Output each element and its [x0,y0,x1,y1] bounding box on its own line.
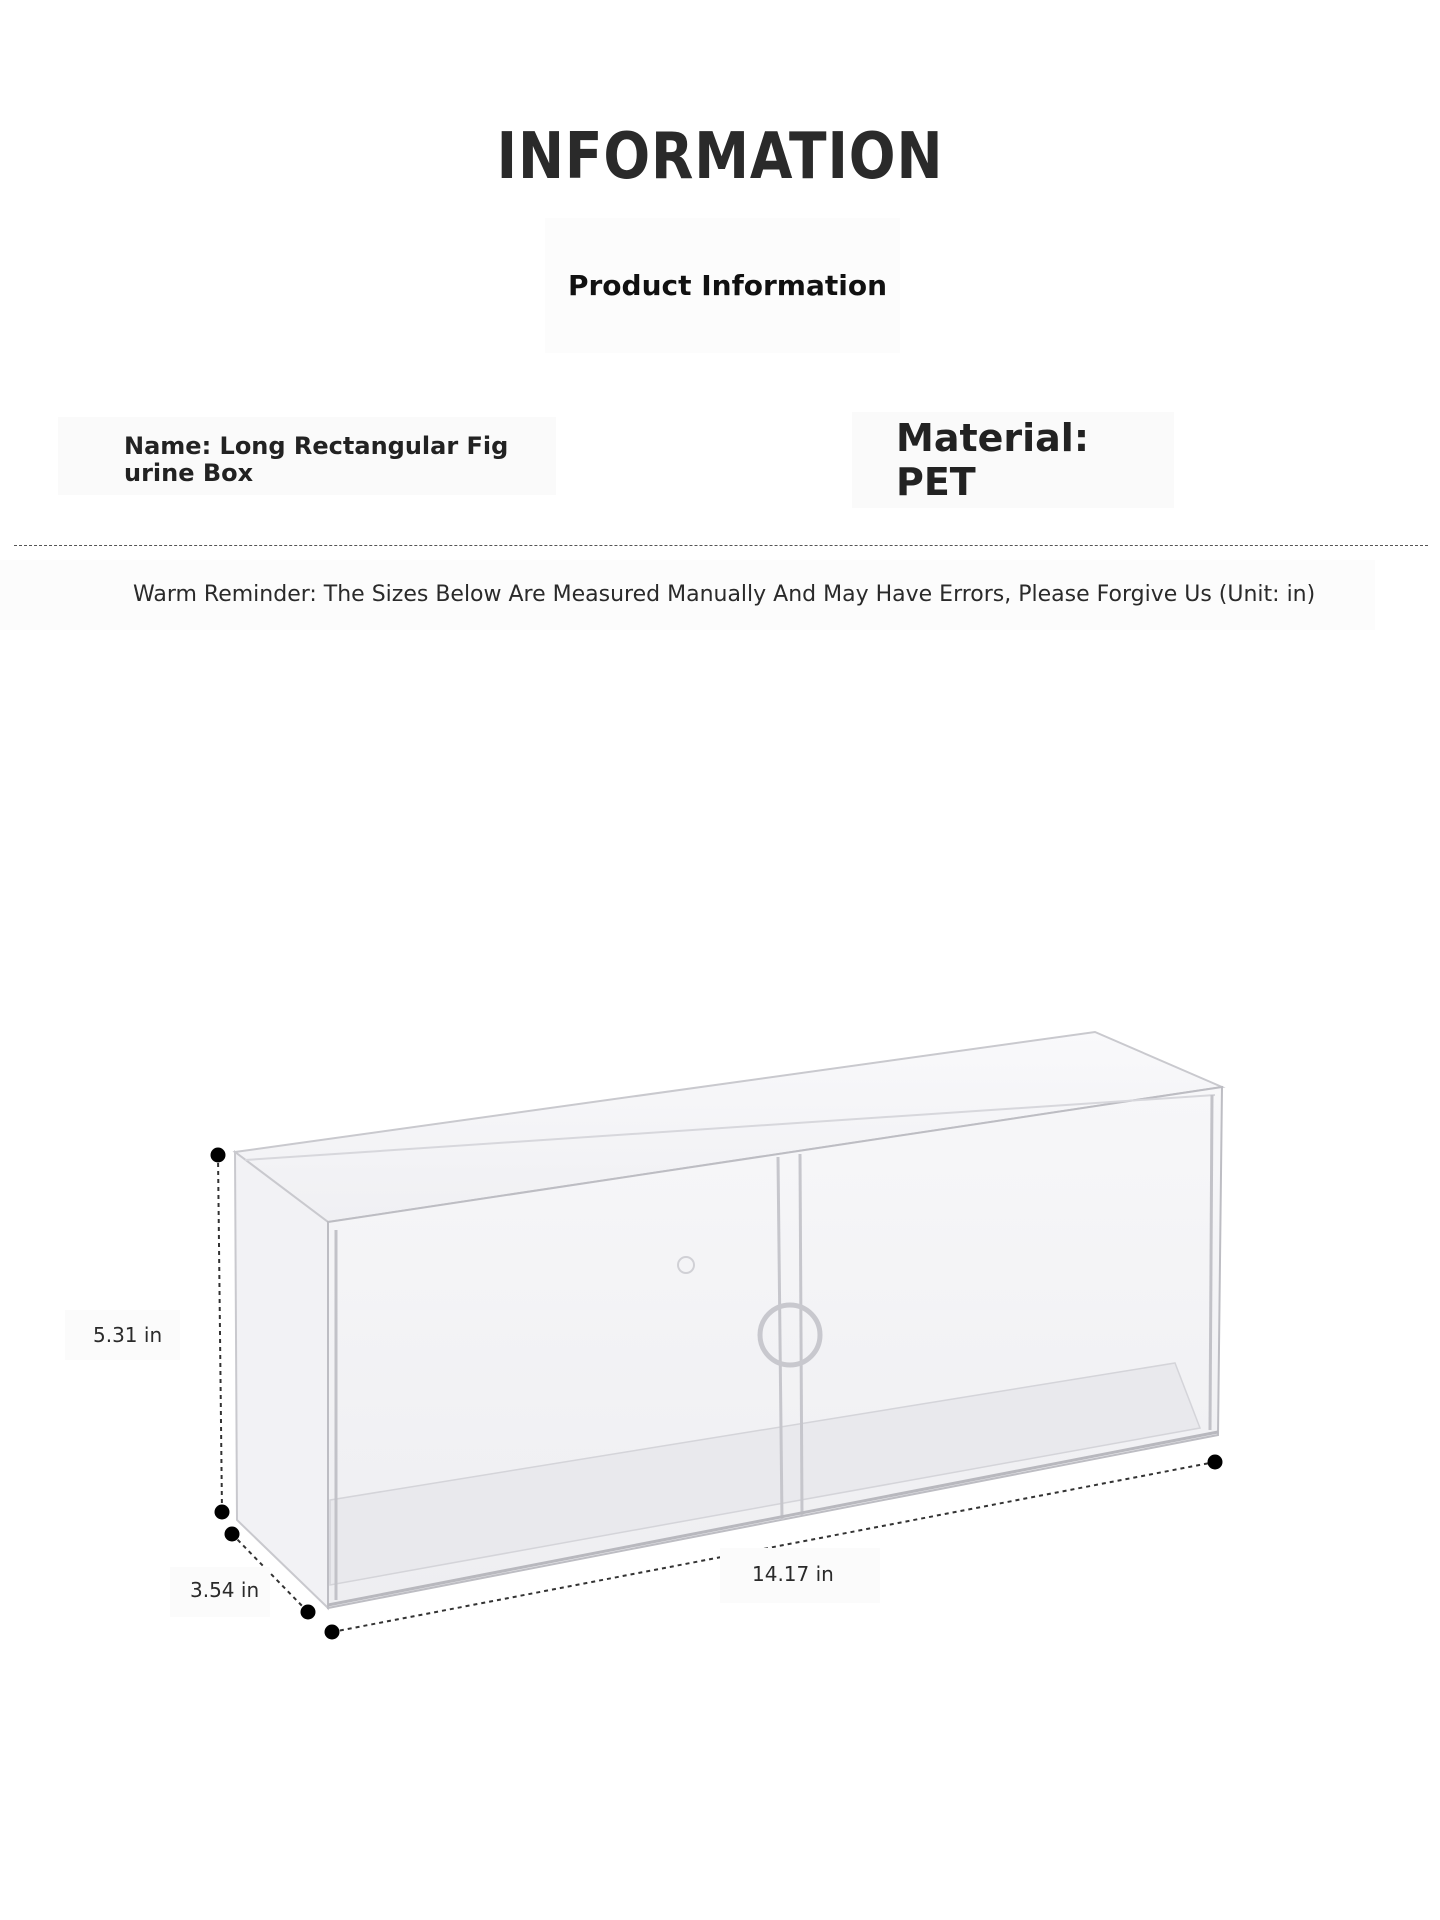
depth-label: 3.54 in [190,1578,260,1602]
acrylic-box-image [235,1032,1222,1608]
measurement-reminder: Warm Reminder: The Sizes Below Are Measured Manually And May Have Errors, Please Forgive Us (Unit: in) [133,582,1316,607]
product-material: Material: PET [896,416,1090,504]
product-information-title: Product Information [567,269,888,302]
information-heading: INFORMATION [496,120,944,194]
length-label: 14.17 in [752,1562,834,1586]
height-dimension-line [211,1148,230,1520]
product-name: Name: Long Rectangular Figurine Box [124,432,509,487]
height-label: 5.31 in [93,1323,163,1347]
